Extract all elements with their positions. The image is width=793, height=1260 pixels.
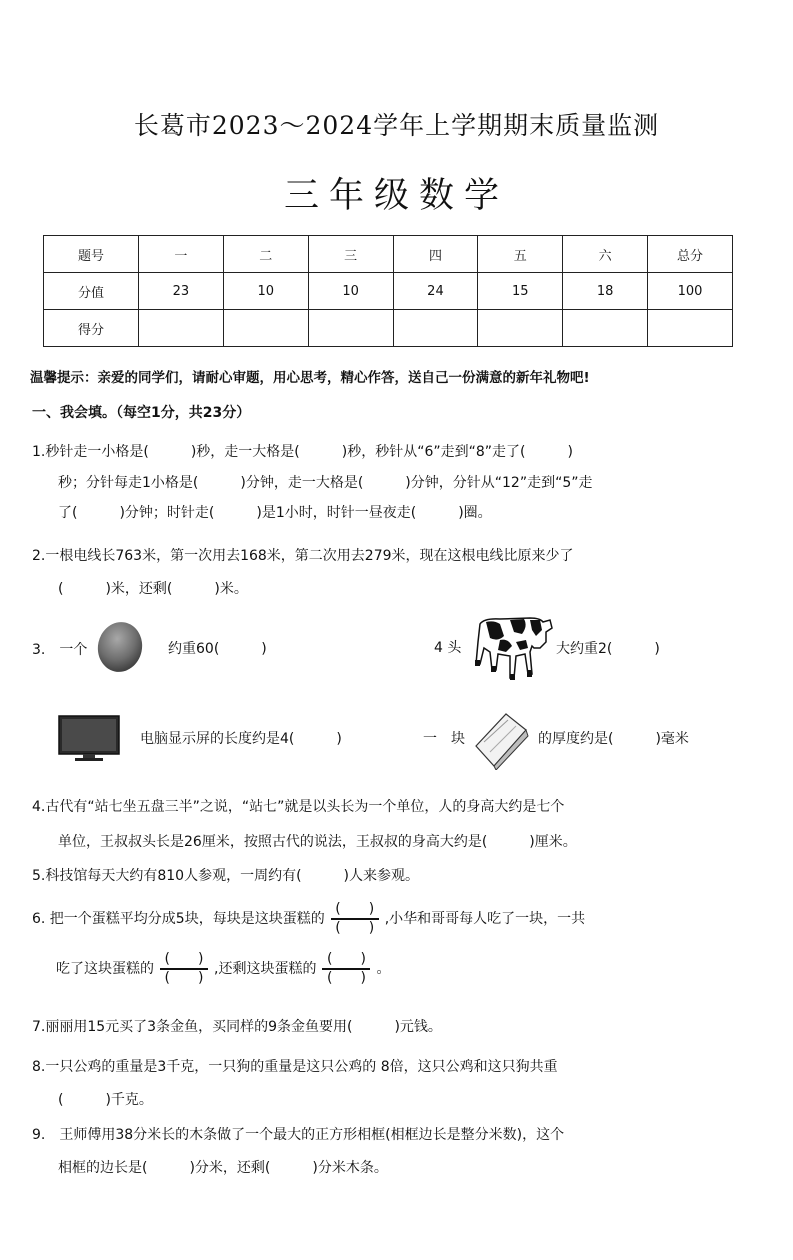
question-1-line-1: 1.秒针走一小格是( )秒，走一大格是( )秒，秒针从“6”走到“8”走了( ) [32, 444, 573, 460]
score-input-cell[interactable] [648, 310, 733, 347]
question-6-line-1 [32, 902, 585, 936]
question-9-line-1: 9. 王师傅用38分米长的木条做了一个最大的正方形相框(相框边长是整分米数)，这个 [32, 1127, 565, 1143]
section-heading: 一、我会填。（每空1分，共23分） [32, 405, 251, 421]
question-6-text-a: 6. 把一个蛋糕平均分成5块，每块是这块蛋糕的 [32, 911, 325, 927]
question-5: 5.科技馆每天大约有810人参观，一周约有( )人来参观。 [32, 868, 420, 884]
question-2-line-1: 2.一根电线长763米，第一次用去168米，第二次用去279米，现在这根电线比原来少了 [32, 548, 574, 564]
fraction-numerator: ( ) [335, 901, 375, 917]
score-input-cell[interactable] [223, 310, 308, 347]
question-6-text-e: 。 [376, 961, 391, 977]
score-row-earned [44, 310, 733, 347]
fraction-denominator: ( ) [164, 970, 204, 986]
fraction-numerator: ( ) [326, 951, 366, 967]
monitor-image [57, 714, 121, 762]
question-6-line-2 [56, 952, 390, 986]
table-cell: 题号 [44, 236, 139, 273]
question-4-line-2: 单位，王叔叔头长是26厘米，按照古代的说法，王叔叔的身高大约是( )厘米。 [58, 834, 577, 850]
fraction-denominator: ( ) [335, 920, 375, 936]
question-4-line-1: 4.古代有“站七坐五盘三半”之说，“站七”就是以头长为一个单位，人的身高大约是七个 [32, 799, 565, 815]
score-table [43, 235, 733, 347]
block-image [472, 710, 530, 770]
score-row-header [44, 236, 733, 273]
question-1-line-2: 秒；分针每走1小格是( )分钟，走一大格是( )分钟，分针从“12”走到“5”走 [58, 475, 593, 491]
question-3-egg-text: 约重60( ) [168, 641, 267, 657]
question-9-line-2: 相框的边长是( )分米，还剩( )分米木条。 [58, 1160, 388, 1176]
question-3-block-prefix: 一 块 [423, 731, 465, 747]
table-cell: 18 [563, 273, 648, 310]
table-cell: 分值 [44, 273, 139, 310]
question-3-monitor-text: 电脑显示屏的长度约是4( ) [140, 731, 342, 747]
fraction-blank[interactable] [156, 952, 212, 986]
table-cell: 总分 [648, 236, 733, 273]
question-3-cow-text: 大约重2( ) [556, 641, 660, 657]
exam-title: 长葛市2023～2024学年上学期期末质量监测 [133, 111, 660, 140]
question-3-block-text: 的厚度约是( )毫米 [538, 731, 689, 747]
tip-text: 温馨提示：亲爱的同学们，请耐心审题，用心思考，精心作答，送自己一份满意的新年礼物吧! [30, 370, 590, 386]
score-input-cell[interactable] [139, 310, 224, 347]
fraction-denominator: ( ) [326, 970, 366, 986]
score-input-cell[interactable] [478, 310, 563, 347]
table-cell: 一 [139, 236, 224, 273]
score-input-cell[interactable] [393, 310, 478, 347]
question-2-line-2: ( )米，还剩( )米。 [58, 581, 248, 597]
table-cell: 二 [223, 236, 308, 273]
fraction-blank[interactable] [318, 952, 374, 986]
fraction-blank[interactable] [327, 902, 383, 936]
score-input-cell[interactable] [308, 310, 393, 347]
cow-image [470, 608, 554, 684]
table-cell: 得分 [44, 310, 139, 347]
table-cell: 15 [478, 273, 563, 310]
table-cell: 四 [393, 236, 478, 273]
table-cell: 五 [478, 236, 563, 273]
table-cell: 10 [308, 273, 393, 310]
table-cell: 10 [223, 273, 308, 310]
question-8-line-2: ( )千克。 [58, 1092, 153, 1108]
egg-image [95, 618, 147, 674]
question-6-text-c: 吃了这块蛋糕的 [56, 961, 154, 977]
table-cell: 23 [139, 273, 224, 310]
question-8-line-1: 8.一只公鸡的重量是3千克，一只狗的重量是这只公鸡的 8倍，这只公鸡和这只狗共重 [32, 1059, 558, 1075]
table-cell: 六 [563, 236, 648, 273]
question-3-prefix: 3. 一个 [32, 642, 88, 658]
table-cell: 24 [393, 273, 478, 310]
table-cell: 100 [648, 273, 733, 310]
question-7: 7.丽丽用15元买了3条金鱼，买同样的9条金鱼要用( )元钱。 [32, 1019, 442, 1035]
question-6-text-b: ,小华和哥哥每人吃了一块，一共 [384, 911, 586, 927]
exam-subject: 三年级数学 [283, 176, 509, 216]
question-3-cow-prefix: 4 头 [434, 640, 462, 656]
score-input-cell[interactable] [563, 310, 648, 347]
question-6-text-d: ,还剩这块蛋糕的 [214, 961, 317, 977]
fraction-numerator: ( ) [164, 951, 204, 967]
table-cell: 三 [308, 236, 393, 273]
score-row-values [44, 273, 733, 310]
question-1-line-3: 了( )分钟；时针走( )是1小时，时针一昼夜走( )圈。 [58, 505, 492, 521]
